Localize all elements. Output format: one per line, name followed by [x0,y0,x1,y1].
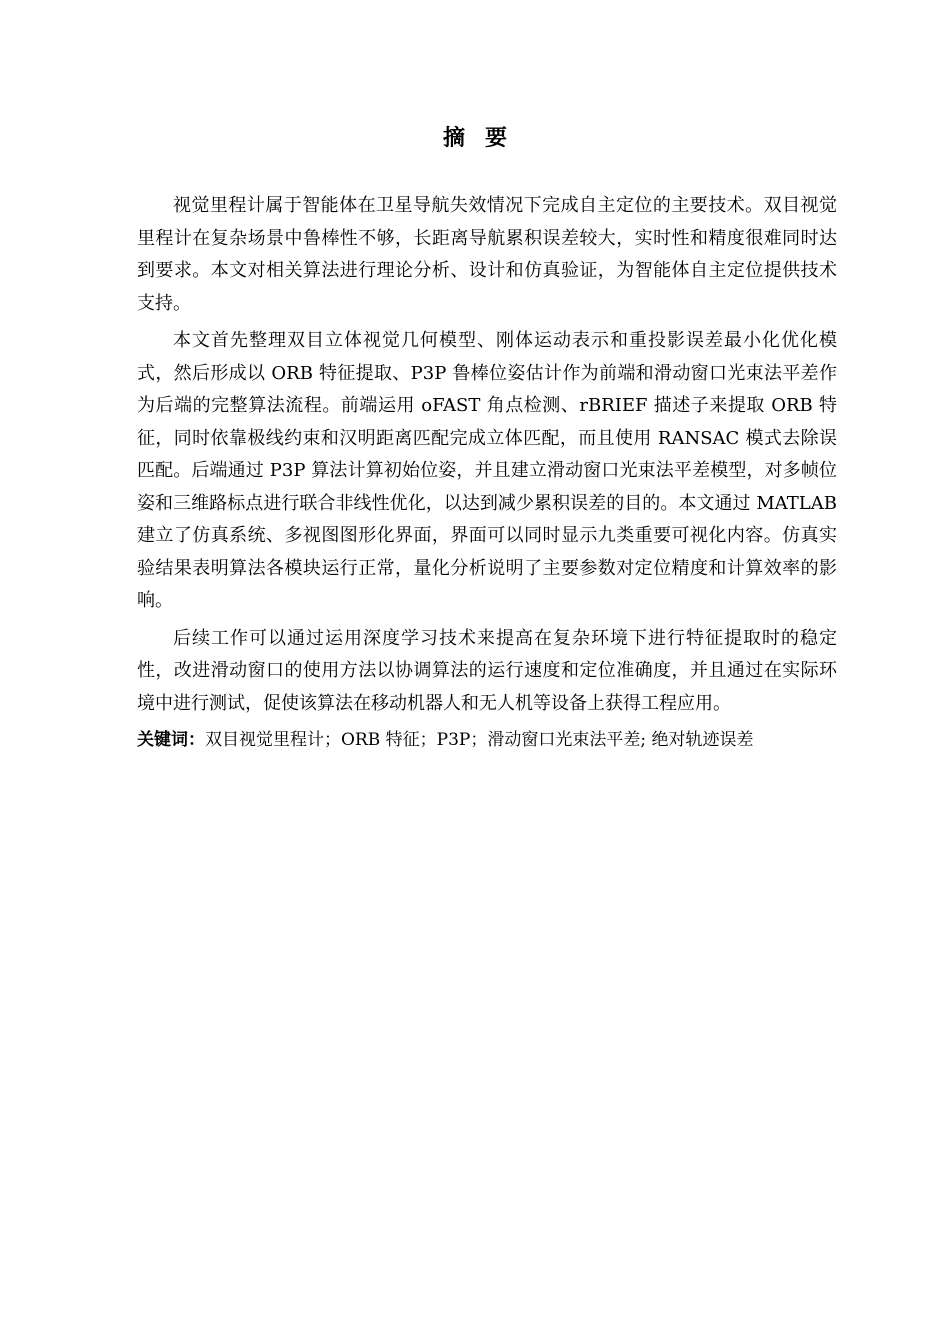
abstract-paragraph-3: 后续工作可以通过运用深度学习技术来提高在复杂环境下进行特征提取时的稳定性，改进滑动窗口的使用方法以协调算法的运行速度和定位准确度，并且通过在实际环境中进行测试，促使该算法在移动机器人和无人机等设备上获得工程应用。 [137,627,837,714]
page-title: 摘要 [442,126,527,151]
keywords-text: 双目视觉里程计；ORB 特征；P3P；滑动窗口光束法平差; 绝对轨迹误差 [205,730,754,750]
abstract-body [137,190,837,755]
abstract-paragraph-2: 本文首先整理双目立体视觉几何模型、刚体运动表示和重投影误差最小化优化模式，然后形成以 ORB 特征提取、P3P 鲁棒位姿估计作为前端和滑动窗口光束法平差作为后端的完整算法流程。前端运用 oFAST 角点检测、rBRIEF 描述子来提取 ORB 特征，同时依靠极线约束和汉明距离匹配完成立体匹配，而且使用 RANSAC 模式去除误匹配。后端通过 P3P 算法计算初始位姿，并且建立滑动窗口光束法平差模型，对多帧位姿和三维路标点进行联合非线性优化，以达到减少累积误差的目的。本文通过 MATLAB 建立了仿真系统、多视图图形化界面，界面可以同时显示九类重要可视化内容。仿真实验结果表明算法各模块运行正常，量化分析说明了主要参数对定位精度和计算效率的影响。 [137,330,837,611]
keywords-label: 关键词： [137,730,205,750]
keywords-line [137,725,837,755]
abstract-paragraph-1: 视觉里程计属于智能体在卫星导航失效情况下完成自主定位的主要技术。双目视觉里程计在复杂场景中鲁棒性不够，长距离导航累积误差较大，实时性和精度很难同时达到要求。本文对相关算法进行理论分析、设计和仿真验证，为智能体自主定位提供技术支持。 [137,195,837,314]
